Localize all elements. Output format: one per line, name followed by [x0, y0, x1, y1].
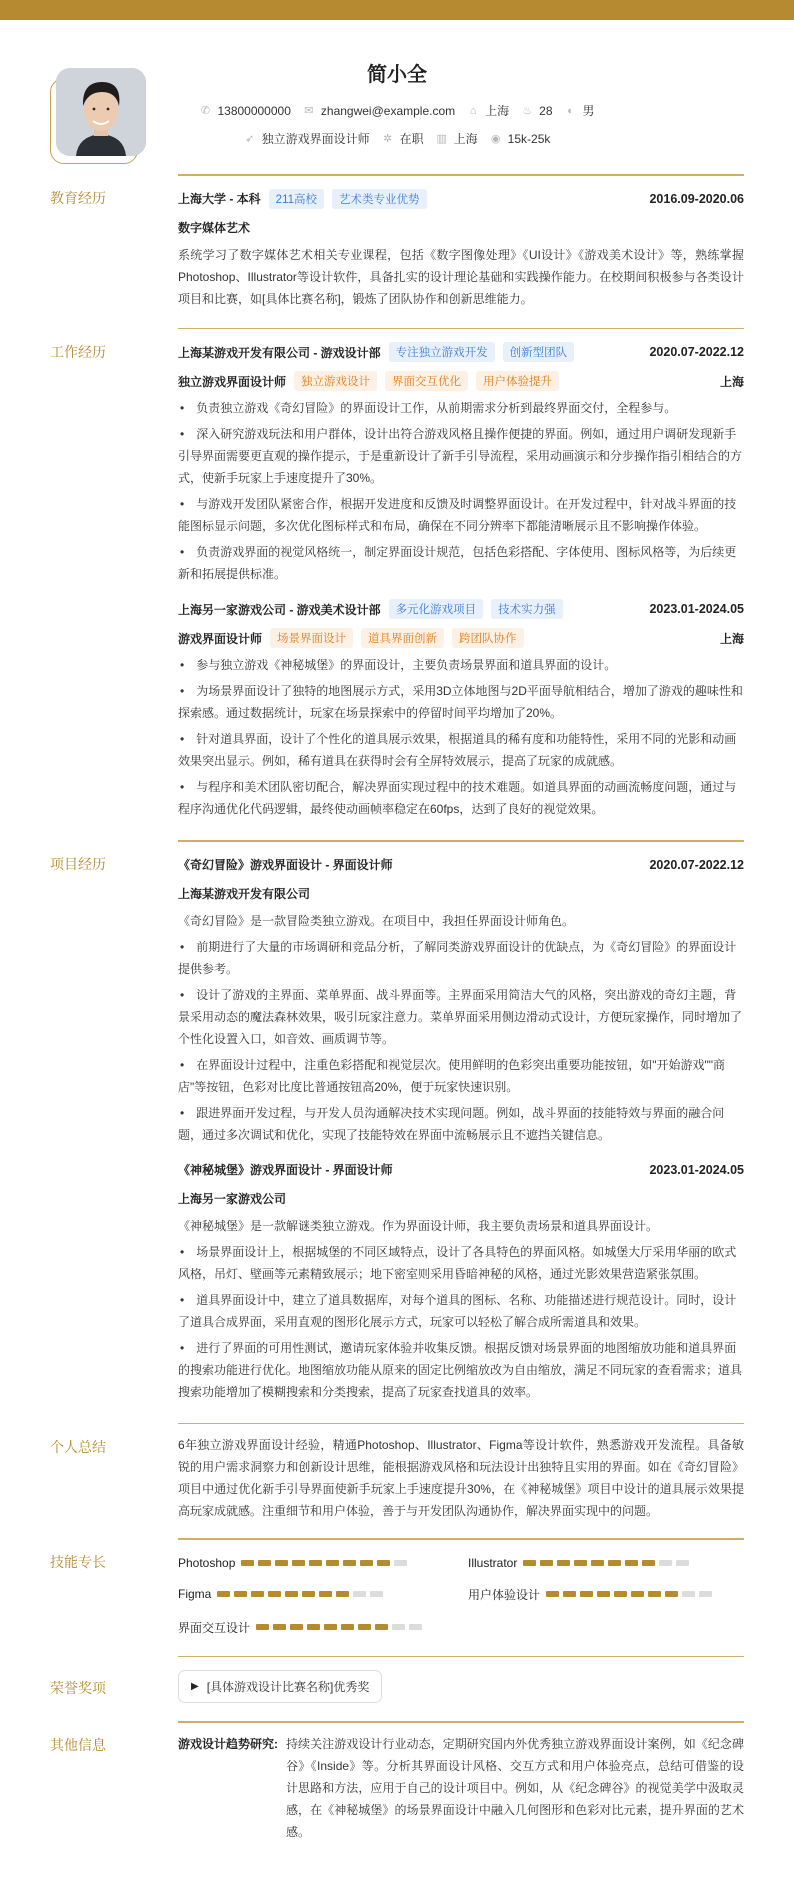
skill-bar-empty — [676, 1560, 689, 1566]
target-city-item — [436, 130, 478, 147]
skill-level-bars — [241, 1560, 407, 1566]
skill-bar-filled — [665, 1591, 678, 1597]
send-icon: ➶ — [245, 133, 255, 145]
work-bullet: • 与程序和美术团队密切配合，解决界面实现过程中的技术难题。如道具界面的动画流畅度问题，通过与程序沟通优化代码逻辑，最终使动画帧率稳定在60fps，达到了良好的视觉效果。 — [178, 776, 744, 820]
skill-bar-filled — [234, 1591, 247, 1597]
skill-bar-filled — [273, 1624, 286, 1630]
skill-name: Photoshop — [178, 1555, 236, 1570]
company-tag: 专注独立游戏开发 — [389, 342, 495, 362]
skill-bar-filled — [648, 1591, 661, 1597]
skill-name: Illustrator — [468, 1555, 518, 1570]
work-bullet: • 负责游戏界面的视觉风格统一，制定界面设计规范，包括色彩搭配、字体使用、图标风格等，为后续更新和拓展提供标准。 — [178, 541, 744, 585]
other-info-value: 持续关注游戏设计行业动态，定期研究国内外优秀独立游戏界面设计案例，如《纪念碑谷》《Inside》等。分析其界面设计风格、交互方式和用户体验亮点，总结可借鉴的设计思路和方法，应用于自己的设计项目中。例如，从《纪念碑谷》的视觉美学中汲取灵感，在《神秘城堡》的场景界面设计中融入几何图形和色彩对比元素，提升界面的艺术感。 — [286, 1736, 744, 1839]
section-divider — [178, 840, 744, 842]
project-header — [178, 855, 744, 875]
role-name: 游戏界面设计师 — [178, 631, 263, 646]
project-intro: 《神秘城堡》是一款解谜类独立游戏。作为界面设计师，我主要负责场景和道具界面设计。 — [178, 1218, 659, 1233]
status-text: 在职 — [399, 132, 424, 146]
skill-bar-filled — [251, 1591, 264, 1597]
email-text: zhangwei@example.com — [320, 103, 456, 118]
age-text: 28 — [539, 103, 553, 118]
section-divider — [178, 1721, 744, 1723]
work-section — [0, 328, 794, 821]
awards-section — [0, 1656, 794, 1704]
project-bullet: • 在界面设计过程中，注重色彩搭配和视觉层次。使用鲜明的色彩突出重要功能按钮，如"开始游戏""商店"等按钮，色彩对比度比普通按钮高20%，便于玩家快速识别。 — [178, 1054, 744, 1098]
company-name: 上海另一家游戏公司 - 游戏美术设计部 — [178, 602, 381, 617]
section-label-other: 其他信息 — [50, 1737, 106, 1753]
skill-bar-filled — [614, 1591, 627, 1597]
section-divider — [178, 174, 744, 176]
work-role-row — [178, 371, 744, 391]
gender-text: 男 — [582, 104, 595, 118]
phone-item — [199, 104, 290, 118]
skill-bar-filled — [597, 1591, 610, 1597]
section-divider — [178, 1423, 744, 1425]
salary-text: 15k-25k — [507, 131, 551, 146]
skill-bar-filled — [608, 1560, 621, 1566]
company-name: 上海某游戏开发有限公司 - 游戏设计部 — [178, 345, 381, 360]
section-divider — [178, 1656, 744, 1658]
skill-item — [178, 1586, 468, 1603]
gender-item — [565, 102, 595, 119]
section-divider — [178, 328, 744, 330]
project-bullet: • 前期进行了大量的市场调研和竞品分析，了解同类游戏界面设计的优缺点，为《奇幻冒险》的界面设计提供参考。 — [178, 936, 744, 980]
skill-bar-filled — [377, 1560, 390, 1566]
skill-bar-filled — [343, 1560, 356, 1566]
project-bullet: • 跟进界面开发过程，与开发人员沟通解决技术实现问题。例如，战斗界面的技能特效与界面的融合问题，通过多次调试和优化，实现了技能特效在界面中流畅展示且不遮挡关键信息。 — [178, 1102, 744, 1146]
project-header — [178, 1160, 744, 1180]
residence-item — [467, 102, 509, 119]
skill-bar-filled — [580, 1591, 593, 1597]
skill-item — [178, 1556, 468, 1570]
status-item — [382, 130, 424, 147]
work-bullet: • 深入研究游戏玩法和用户群体，设计出符合游戏风格且操作便捷的界面。例如，通过用户调研发现新手引导界面需要更直观的操作提示，于是重新设计了新手引导流程，采用动画演示和分步操作指引相结合的方式，使新手玩家上手速度提升了30%。 — [178, 423, 744, 489]
role-tag: 用户体验提升 — [476, 371, 559, 391]
skill-bar-filled — [563, 1591, 576, 1597]
role-tag: 界面交互优化 — [385, 371, 468, 391]
skill-bar-filled — [319, 1591, 332, 1597]
salary-icon: ◉ — [490, 133, 501, 145]
skill-item — [468, 1586, 748, 1603]
role-tag: 跨团队协作 — [452, 628, 524, 648]
education-description: 系统学习了数字媒体艺术相关专业课程，包括《数字图像处理》《UI设计》《游戏美术设计》等，熟练掌握Photoshop、Illustrator等设计软件，具备扎实的设计理论基础和实践操作能力。在校期间积极参与各类设计项目和比赛，如[具体比赛名称]，锻炼了团队协作和创新思维能力。 — [178, 247, 744, 306]
skill-bar-filled — [523, 1560, 536, 1566]
other-info-key: 游戏设计趋势研究: — [178, 1736, 278, 1751]
top-accent-bar — [0, 0, 794, 20]
phone-icon: ✆ — [200, 105, 211, 117]
major: 数字媒体艺术 — [178, 220, 251, 235]
candidate-name: 简小全 — [367, 64, 427, 86]
role-tag: 场景界面设计 — [270, 628, 353, 648]
award-item[interactable] — [178, 1670, 382, 1703]
skill-bar-filled — [285, 1591, 298, 1597]
skill-bar-empty — [394, 1560, 407, 1566]
education-header — [178, 189, 744, 209]
work-company-row — [178, 342, 744, 362]
role-tag: 道具界面创新 — [361, 628, 444, 648]
skill-bar-filled — [358, 1624, 371, 1630]
role-name: 独立游戏界面设计师 — [178, 374, 287, 389]
target-city-text: 上海 — [453, 132, 478, 146]
skill-bar-filled — [557, 1560, 570, 1566]
project-item — [178, 1146, 744, 1403]
project-intro: 《奇幻冒险》是一款冒险类独立游戏。在项目中，我担任界面设计师角色。 — [178, 913, 575, 928]
skill-bar-filled — [302, 1591, 315, 1597]
skill-bar-filled — [360, 1560, 373, 1566]
home-icon: ⌂ — [469, 104, 477, 117]
skill-item — [178, 1619, 468, 1636]
skill-bar-filled — [631, 1591, 644, 1597]
phone-text: 13800000000 — [217, 103, 291, 118]
company-tag: 技术实力强 — [491, 599, 563, 619]
skill-bar-filled — [217, 1591, 230, 1597]
target-role-text: 独立游戏界面设计师 — [261, 132, 370, 146]
skill-bar-filled — [375, 1624, 388, 1630]
skill-bar-filled — [336, 1591, 349, 1597]
work-city: 上海 — [719, 374, 744, 389]
project-date: 2020.07-2022.12 — [649, 857, 744, 872]
project-bullet: • 道具界面设计中，建立了道具数据库，对每个道具的图标、名称、功能描述进行规范设计。同时，设计了道具合成界面，采用直观的图形化展示方式，玩家可以轻松了解合成所需道具和效果。 — [178, 1289, 744, 1333]
skill-bar-empty — [682, 1591, 695, 1597]
skill-bar-filled — [546, 1591, 559, 1597]
project-company: 上海另一家游戏公司 — [178, 1191, 287, 1206]
skill-bar-filled — [642, 1560, 655, 1566]
work-date: 2023.01-2024.05 — [649, 602, 744, 616]
project-bullet: • 场景界面设计上，根据城堡的不同区域特点，设计了各具特色的界面风格。如城堡大厅采用华丽的欧式风格，吊灯、壁画等元素精致展示；地下密室则采用昏暗神秘的风格，通过光影效果营造紧张氛围。 — [178, 1241, 744, 1285]
skill-bar-empty — [409, 1624, 422, 1630]
skill-level-bars — [217, 1591, 383, 1597]
skill-name: 用户体验设计 — [468, 1587, 541, 1602]
skill-bar-filled — [256, 1624, 269, 1630]
work-bullet: • 参与独立游戏《神秘城堡》的界面设计，主要负责场景界面和道具界面的设计。 — [178, 654, 744, 676]
work-bullet: • 为场景界面设计了独特的地图展示方式，采用3D立体地图与2D平面导航相结合，增加了游戏的趣味性和探索感。通过数据统计，玩家在场景探索中的停留时间平均增加了20%。 — [178, 680, 744, 724]
school-name: 上海大学 - 本科 — [178, 192, 261, 206]
skill-level-bars — [546, 1591, 712, 1597]
skill-bar-empty — [699, 1591, 712, 1597]
skill-name: Figma — [178, 1587, 212, 1601]
work-company-row — [178, 599, 744, 619]
skill-bar-filled — [324, 1624, 337, 1630]
project-item — [178, 842, 744, 1146]
project-bullet: • 设计了游戏的主界面、菜单界面、战斗界面等。主界面采用简洁大气的风格，突出游戏的奇幻主题，背景采用动态的魔法森林效果，吸引玩家注意力。菜单界面采用侧边滑动式设计，方便玩家操作，同时增加了个性化设置入口，如音效、画质调节等。 — [178, 984, 744, 1050]
company-tag: 多元化游戏项目 — [389, 599, 484, 619]
skill-bar-filled — [540, 1560, 553, 1566]
section-label-awards: 荣誉奖项 — [50, 1679, 106, 1696]
summary-section — [0, 1423, 794, 1523]
work-city: 上海 — [719, 631, 744, 646]
project-title: 《神秘城堡》游戏界面设计 - 界面设计师 — [178, 1163, 393, 1177]
education-section — [0, 174, 794, 310]
section-label-education: 教育经历 — [50, 190, 106, 206]
skill-name: 界面交互设计 — [178, 1620, 251, 1635]
section-divider — [178, 1538, 744, 1540]
skill-level-bars — [256, 1624, 422, 1630]
residence-text: 上海 — [485, 104, 510, 118]
skill-bar-filled — [625, 1560, 638, 1566]
project-date: 2023.01-2024.05 — [649, 1162, 744, 1177]
target-role-item — [244, 130, 370, 147]
skill-bar-filled — [268, 1591, 281, 1597]
section-label-work: 工作经历 — [50, 343, 106, 360]
skill-level-bars — [523, 1560, 689, 1566]
gender-icon: ◐ — [567, 104, 574, 117]
skill-bar-empty — [370, 1591, 383, 1597]
skill-item — [468, 1556, 748, 1570]
work-bullet: • 负责独立游戏《奇幻冒险》的界面设计工作，从前期需求分析到最终界面交付，全程参与。 — [178, 397, 744, 419]
skill-bar-filled — [307, 1624, 320, 1630]
email-item — [303, 104, 455, 118]
caret-right-icon: ▶ — [191, 1681, 199, 1692]
skill-bar-empty — [353, 1591, 366, 1597]
skill-bar-filled — [341, 1624, 354, 1630]
resume-header — [0, 20, 794, 170]
role-tag: 独立游戏设计 — [294, 371, 377, 391]
section-label-projects: 项目经历 — [50, 856, 106, 872]
salary-item — [490, 132, 551, 146]
skill-bar-empty — [659, 1560, 672, 1566]
other-section — [0, 1721, 794, 1853]
award-text: [具体游戏设计比赛名称]优秀奖 — [206, 1680, 370, 1694]
work-bullet: • 针对道具界面，设计了个性化的道具展示效果，根据道具的稀有度和功能特性，采用不同的光影和动画效果突出显示。例如，稀有道具在获得时会有全屏特效展示，提高了玩家的成就感。 — [178, 728, 744, 772]
mail-icon: ✉ — [304, 105, 314, 117]
job-intent-row — [0, 130, 794, 147]
skill-bar-empty — [392, 1624, 405, 1630]
project-title: 《奇幻冒险》游戏界面设计 - 界面设计师 — [178, 858, 393, 872]
skill-bar-filled — [275, 1560, 288, 1566]
skill-bar-filled — [309, 1560, 322, 1566]
work-bullet: • 与游戏开发团队紧密合作，根据开发进度和反馈及时调整界面设计。在开发过程中，针对战斗界面的技能图标显示问题，多次优化图标样式和布局，确保在不同分辨率下都能清晰展示且不影响操作体验。 — [178, 493, 744, 537]
summary-text: 6年独立游戏界面设计经验，精通Photoshop、Illustrator、Figma等设计软件，熟悉游戏开发流程。具备敏锐的用户需求洞察力和创新设计思维，能根据游戏风格和玩法设计出独特且实用的界面。如在《奇幻冒险》项目中通过优化新手引导界面使新手玩家上手速度提升30%，在《神秘城堡》项目中设计的道具展示效果提高玩家成就感。注重细节和用户体验，善于与开发团队沟通协作，解决界面实现中的问题。 — [178, 1438, 744, 1518]
cake-icon: ♨ — [522, 105, 533, 117]
work-item — [178, 329, 744, 585]
project-company: 上海某游戏开发有限公司 — [178, 886, 311, 901]
section-label-summary: 个人总结 — [50, 1438, 106, 1455]
other-info-item — [178, 1723, 744, 1843]
status-icon: ✲ — [383, 133, 393, 145]
company-tag: 创新型团队 — [503, 342, 575, 362]
skill-bar-filled — [290, 1624, 303, 1630]
skill-bar-filled — [292, 1560, 305, 1566]
skill-bar-filled — [574, 1560, 587, 1566]
projects-section — [0, 840, 794, 1403]
skill-bar-filled — [258, 1560, 271, 1566]
contact-row — [0, 102, 794, 119]
school-tag: 211高校 — [269, 189, 324, 209]
skills-grid — [178, 1540, 744, 1636]
age-item — [521, 104, 552, 118]
skill-bar-filled — [591, 1560, 604, 1566]
section-label-skills: 技能专长 — [50, 1554, 106, 1570]
education-date: 2016.09-2020.06 — [649, 191, 744, 206]
work-role-row — [178, 628, 744, 648]
work-date: 2020.07-2022.12 — [649, 345, 744, 359]
project-bullet: • 进行了界面的可用性测试，邀请玩家体验并收集反馈。根据反馈对场景界面的地图缩放功能和道具界面的搜索功能进行优化。地图缩放功能从原来的固定比例缩放改为自由缩放，满足不同玩家的查看需求；道具搜索功能增加了模糊搜索和分类搜索，提高了玩家查找道具的效率。 — [178, 1337, 744, 1403]
building-icon: ▥ — [436, 133, 447, 145]
work-item — [178, 585, 744, 820]
school-tag: 艺术类专业优势 — [332, 189, 427, 209]
skill-bar-filled — [241, 1560, 254, 1566]
skills-section — [0, 1538, 794, 1636]
skill-bar-filled — [326, 1560, 339, 1566]
